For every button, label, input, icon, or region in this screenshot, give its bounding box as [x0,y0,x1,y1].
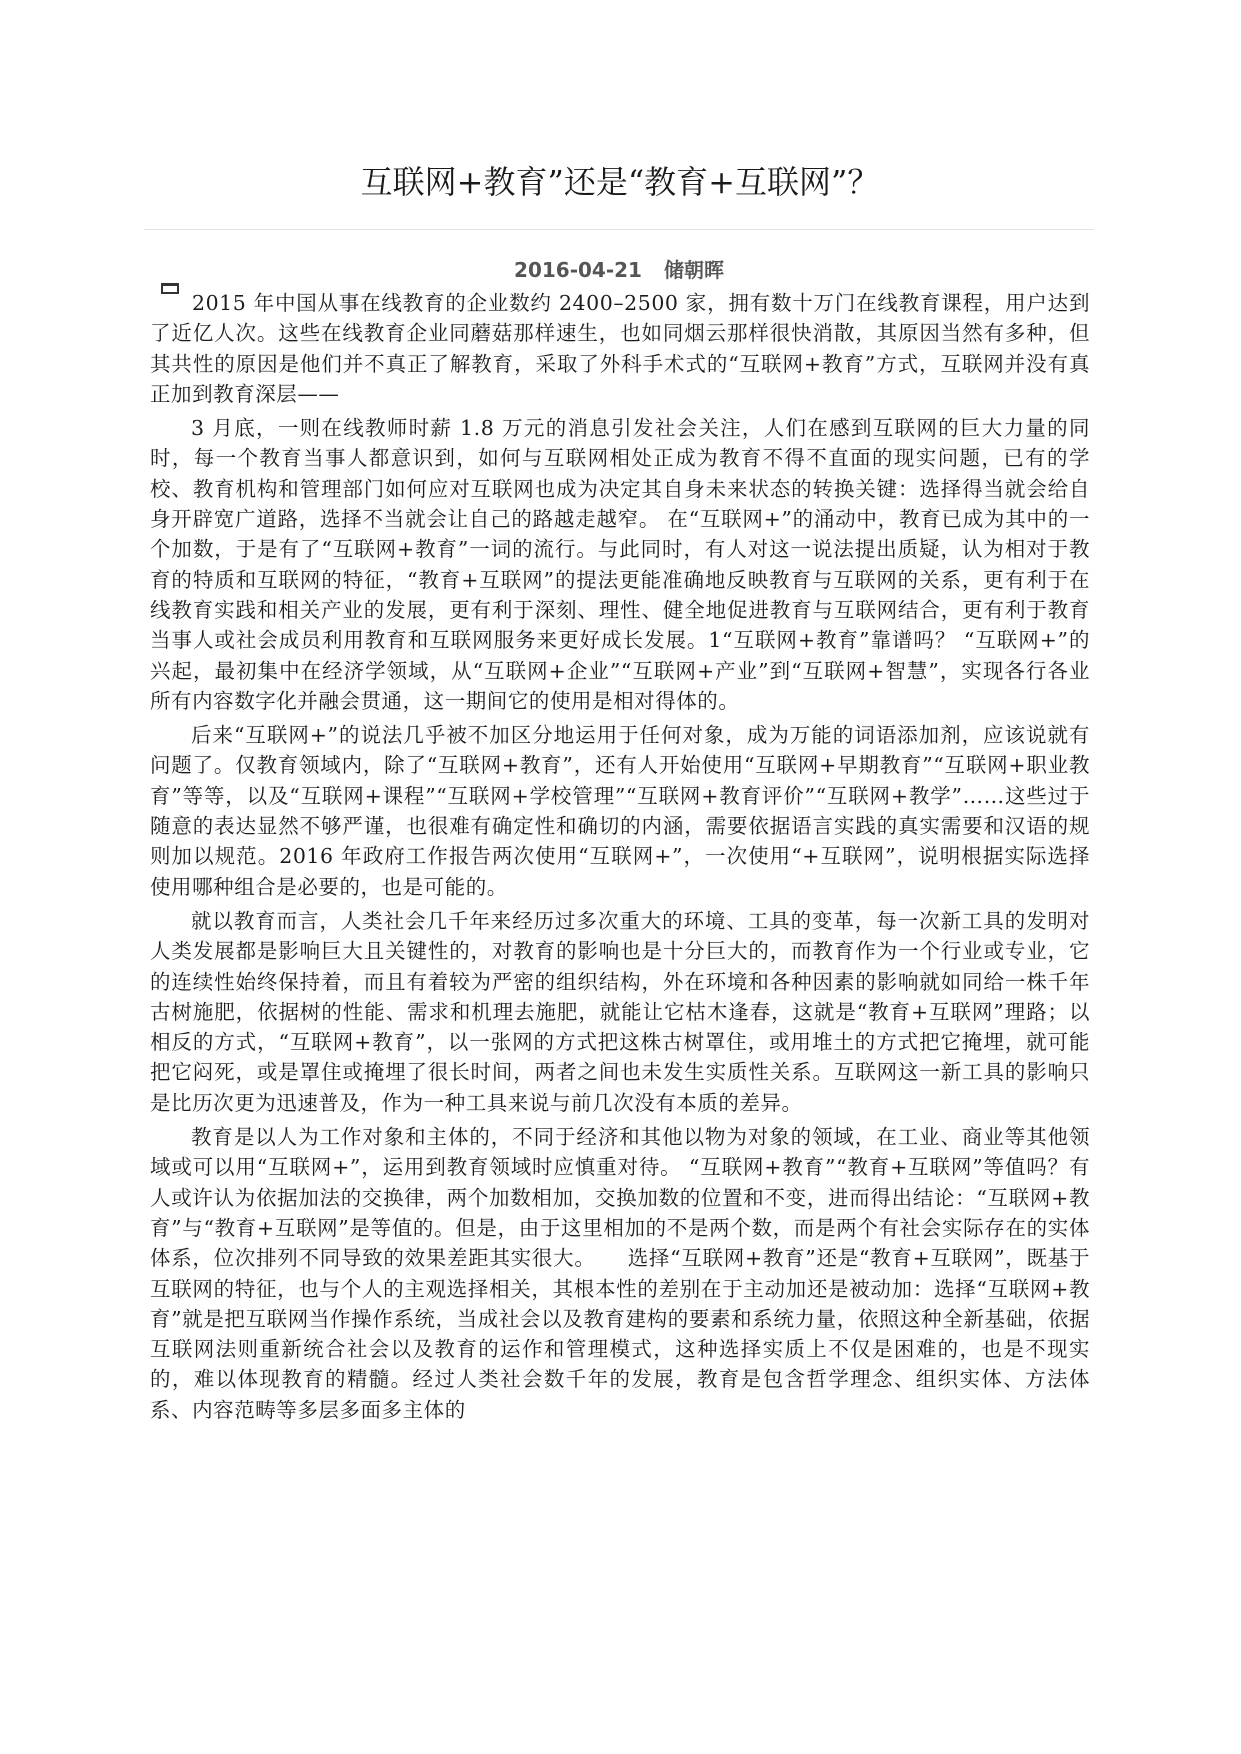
paragraph: 3 月底，一则在线教师时薪 1.8 万元的消息引发社会关注，人们在感到互联网的巨大力量的同时，每一个教育当事人都意识到，如何与互联网相处正成为教育不得不直面的现实问题，已有的学校、教育机构和管理部门如何应对互联网也成为决定其自身未来状态的转换关键：选择得当就会给自身开辟宽广道路，选择不当就会让自己的路越走越窄。 在“互联网+”的涌动中，教育已成为其中的一个加数，于是有了“互联网+教育”一词的流行。与此同时，有人对这一说法提出质疑，认为相对于教育的特质和互联网的特征，“教育+互联网”的提法更能准确地反映教育与互联网的关系，更有利于在线教育实践和相关产业的发展，更有利于深刻、理性、健全地促进教育与互联网结合，更有利于教育当事人或社会成员利用教育和互联网服务来更好成长发展。1“互联网+教育”靠谱吗？ “互联网+”的兴起，最初集中在经济学领域，从“互联网+企业”“互联网+产业”到“互联网+智慧”，实现各行各业所有内容数字化并融会贯通，这一期间它的使用是相对得体的。 [150,416,1090,713]
paragraph: 后来“互联网+”的说法几乎被不加区分地运用于任何对象，成为万能的词语添加剂，应该说就有问题了。仅教育领域内，除了“互联网+教育”，还有人开始使用“互联网+早期教育”“互联网+职业教育”等等，以及“互联网+课程”“互联网+学校管理”“互联网+教育评价”“互联网+教学”……这些过于随意的表达显然不够严谨，也很难有确定性和确切的内涵，需要依据语言实践的真实需要和汉语的规则加以规范。2016 年政府工作报告两次使用“互联网+”，一次使用“+互联网”，说明根据实际选择使用哪种组合是必要的，也是可能的。 [150,723,1090,899]
paragraph: 2015 年中国从事在线教育的企业数约 2400–2500 家，拥有数十万门在线教育课程，用户达到了近亿人次。这些在线教育企业同蘑菇那样速生，也如同烟云那样很快消散，其原因当然有多种，但其共性的原因是他们并不真正了解教育，采取了外科手术式的“互联网+教育”方式，互联网并没有真正加到教育深层—— [150,291,1090,406]
article-body [150,288,1090,1429]
paragraph: 教育是以人为工作对象和主体的，不同于经济和其他以物为对象的领域，在工业、商业等其他领域或可以用“互联网+”，运用到教育领域时应慎重对待。 “互联网+教育”“教育+互联网”等值吗？有人或许认为依据加法的交换律，两个加数相加，交换加数的位置和不变，进而得出结论：“互联网+教育”与“教育+互联网”是等值的。但是，由于这里相加的不是两个数，而是两个有社会实际存在的实体体系，位次排列不同导致的效果差距其实很大。 选择“互联网+教育”还是“教育+互联网”，既基于互联网的特征，也与个人的主观选择相关，其根本性的差别在于主动加还是被动加：选择“互联网+教育”就是把互联网当作操作系统，当成社会以及教育建构的要素和系统力量，依照这种全新基础，依据互联网法则重新统合社会以及教育的运作和管理模式，这种选择实质上不仅是困难的，也是不现实的，难以体现教育的精髓。经过人类社会数千年的发展，教育是包含哲学理念、组织实体、方法体系、内容范畴等多层多面多主体的 [150,1125,1090,1422]
publish-date: 2016-04-21 [514,258,642,282]
author-name: 储朝晖 [663,258,724,282]
article-title: 互联网+教育”还是“教育+互联网”？ [360,163,880,201]
paragraph: 就以教育而言，人类社会几千年来经历过多次重大的环境、工具的变革，每一次新工具的发明对人类发展都是影响巨大且关键性的，对教育的影响也是十分巨大的，而教育作为一个行业或专业，它的连续性始终保持着，而且有着较为严密的组织结构，外在环境和各种因素的影响就如同给一株千年古树施肥，依据树的性能、需求和机理去施肥，就能让它枯木逢春，这就是“教育+互联网”理路；以相反的方式，“互联网+教育”，以一张网的方式把这株古树罩住，或用堆土的方式把它掩埋，就可能把它闷死，或是罩住或掩埋了很长时间，两者之间也未发生实质性关系。互联网这一新工具的影响只是比历次更为迅速普及，作为一种工具来说与前几次没有本质的差异。 [150,908,1090,1115]
article-meta [144,256,1094,284]
title-divider [144,229,1094,230]
